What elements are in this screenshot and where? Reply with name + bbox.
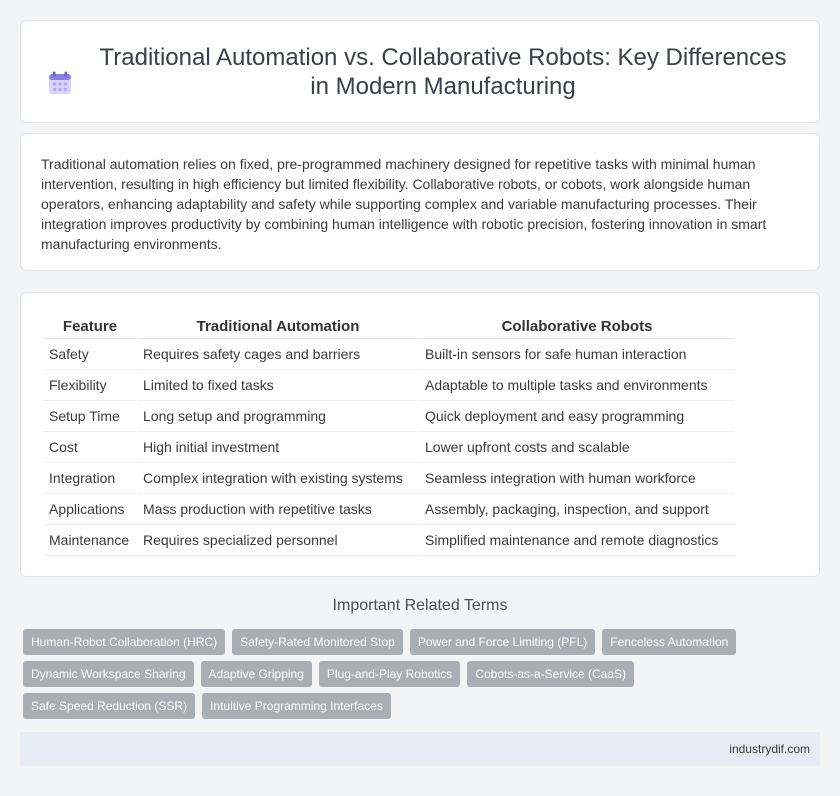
row-traditional: Limited to fixed tasks: [138, 370, 418, 401]
related-terms-title: Important Related Terms: [332, 597, 508, 614]
row-collaborative: Simplified maintenance and remote diagnostics: [420, 525, 734, 556]
table-row: [44, 432, 734, 463]
related-term-tag[interactable]: Plug-and-Play Robotics: [319, 661, 460, 687]
row-collaborative: Adaptable to multiple tasks and environments: [420, 370, 734, 401]
intro-paragraph: Traditional automation relies on fixed, pre-programmed machinery designed for repetitive tasks with minimal human intervention, resulting in high efficiency but limited flexibility. Collaborative robots, or cobots, work alongside human operators, enhancing adaptability and safety while supporting complex and variable manufacturing processes. Their integration improves productivity by combining human intelligence with robotic precision, fostering innovation in smart manufacturing environments.: [41, 156, 767, 252]
header-traditional: Traditional Automation: [138, 315, 418, 339]
row-collaborative: Seamless integration with human workforce: [420, 463, 734, 494]
table-row: [44, 339, 734, 370]
table-row: [44, 494, 734, 525]
intro-card: [20, 133, 820, 271]
related-term-tag[interactable]: Safety-Rated Monitored Stop: [232, 629, 403, 655]
calendar-icon: [47, 70, 73, 96]
footer: [20, 732, 820, 766]
page-title: Traditional Automation vs. Collaborative Robots: Key Differences in Modern Manufacturing: [99, 43, 787, 100]
row-traditional: Requires specialized personnel: [138, 525, 418, 556]
row-collaborative: Lower upfront costs and scalable: [420, 432, 734, 463]
table-row: [44, 401, 734, 432]
row-feature: Setup Time: [44, 401, 136, 432]
row-collaborative: Assembly, packaging, inspection, and support: [420, 494, 734, 525]
row-traditional: Complex integration with existing systems: [138, 463, 418, 494]
related-term-tag[interactable]: Cobots-as-a-Service (CaaS): [467, 661, 634, 687]
related-terms-list: [23, 629, 813, 719]
row-feature: Cost: [44, 432, 136, 463]
row-traditional: Requires safety cages and barriers: [138, 339, 418, 370]
related-term-tag[interactable]: Dynamic Workspace Sharing: [23, 661, 194, 687]
header-collaborative: Collaborative Robots: [420, 315, 734, 339]
related-term-tag[interactable]: Adaptive Gripping: [201, 661, 312, 687]
related-term-tag[interactable]: Fenceless Automation: [602, 629, 736, 655]
row-traditional: Long setup and programming: [138, 401, 418, 432]
header-card: [20, 20, 820, 123]
comparison-card: [20, 292, 820, 577]
row-feature: Applications: [44, 494, 136, 525]
header-feature: Feature: [44, 315, 136, 339]
row-feature: Integration: [44, 463, 136, 494]
comparison-table: [42, 315, 736, 556]
row-feature: Flexibility: [44, 370, 136, 401]
table-row: [44, 525, 734, 556]
row-traditional: High initial investment: [138, 432, 418, 463]
row-collaborative: Built-in sensors for safe human interaction: [420, 339, 734, 370]
row-traditional: Mass production with repetitive tasks: [138, 494, 418, 525]
table-header-row: [44, 315, 734, 339]
table-row: [44, 370, 734, 401]
row-collaborative: Quick deployment and easy programming: [420, 401, 734, 432]
related-term-tag[interactable]: Human-Robot Collaboration (HRC): [23, 629, 225, 655]
related-term-tag[interactable]: Intuitive Programming Interfaces: [202, 693, 391, 719]
related-term-tag[interactable]: Power and Force Limiting (PFL): [410, 629, 595, 655]
related-term-tag[interactable]: Safe Speed Reduction (SSR): [23, 693, 195, 719]
footer-site-link[interactable]: industrydif.com: [729, 742, 810, 756]
table-row: [44, 463, 734, 494]
row-feature: Maintenance: [44, 525, 136, 556]
row-feature: Safety: [44, 339, 136, 370]
